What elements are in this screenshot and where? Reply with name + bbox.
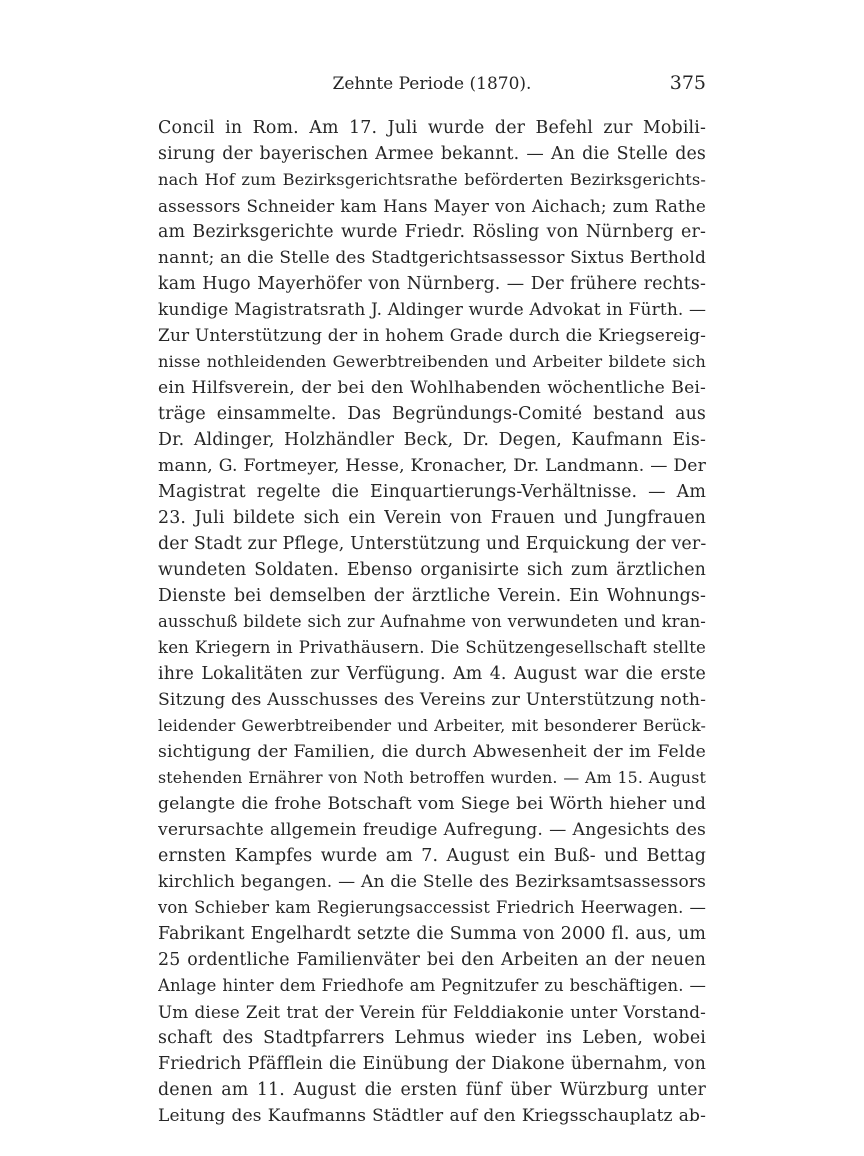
text-line: kirchlich begangen. — An die Stelle des Bezirksamtsassessors — [158, 872, 706, 892]
running-title: Zehnte Periode (1870). — [332, 74, 532, 94]
text-line: ausschuß bildete sich zur Aufnahme von verwundeten und kran- — [158, 612, 706, 631]
text-line: stehenden Ernährer von Noth betroffen wurden. — Am 15. August — [158, 768, 706, 787]
text-line: sirung der bayerischen Armee bekannt. — An die Stelle des — [158, 144, 706, 164]
text-line: Leitung des Kaufmanns Städtler auf den Kriegsschauplatz ab- — [158, 1106, 706, 1126]
text-line: nannt; an die Stelle des Stadtgerichtsassessor Sixtus Berthold — [158, 248, 706, 268]
text-line: Dienste bei demselben der ärztliche Verein. Ein Wohnungs- — [158, 586, 706, 606]
text-line: Zur Unterstützung der in hohem Grade durch die Kriegsereig- — [158, 326, 706, 346]
text-line: ein Hilfsverein, der bei den Wohlhabenden wöchentliche Bei- — [158, 378, 706, 398]
text-line: sichtigung der Familien, die durch Abwesenheit der im Felde — [158, 742, 706, 762]
text-line: am Bezirksgerichte wurde Friedr. Rösling von Nürnberg er- — [158, 222, 706, 242]
text-line: Dr. Aldinger, Holzhändler Beck, Dr. Degen, Kaufmann Eis- — [158, 430, 706, 450]
text-line: Fabrikant Engelhardt setzte die Summa von 2000 fl. aus, um — [158, 924, 706, 944]
text-line: ernsten Kampfes wurde am 7. August ein Buß- und Bettag — [158, 846, 706, 866]
text-line: ihre Lokalitäten zur Verfügung. Am 4. August war die erste — [158, 664, 706, 684]
text-line: kundige Magistratsrath J. Aldinger wurde Advokat in Fürth. — — [158, 300, 706, 320]
text-line: Friedrich Pfäfflein die Einübung der Diakone übernahm, von — [158, 1054, 706, 1074]
text-line: 23. Juli bildete sich ein Verein von Frauen und Jungfrauen — [158, 508, 706, 528]
text-line: kam Hugo Mayerhöfer von Nürnberg. — Der frühere rechts- — [158, 274, 706, 294]
text-line: Sitzung des Ausschusses des Vereins zur Unterstützung noth- — [158, 690, 706, 710]
text-line: Anlage hinter dem Friedhofe am Pegnitzufer zu beschäftigen. — — [158, 976, 706, 995]
text-line: Magistrat regelte die Einquartierungs-Verhältnisse. — Am — [158, 482, 706, 502]
text-line: Um diese Zeit trat der Verein für Felddiakonie unter Vorstand- — [158, 1002, 706, 1022]
text-line: nach Hof zum Bezirksgerichtsrathe beförderten Bezirksgerichts- — [158, 170, 706, 189]
running-head — [158, 70, 706, 100]
text-line: 25 ordentliche Familienväter bei den Arbeiten an der neuen — [158, 950, 706, 970]
page-number: 375 — [669, 72, 706, 94]
text-line: denen am 11. August die ersten fünf über Würzburg unter — [158, 1080, 706, 1100]
text-line: von Schieber kam Regierungsaccessist Friedrich Heerwagen. — — [158, 898, 706, 917]
text-line: der Stadt zur Pflege, Unterstützung und Erquickung der ver- — [158, 534, 706, 554]
text-line: ken Kriegern in Privathäusern. Die Schützengesellschaft stellte — [158, 638, 706, 657]
body-text — [158, 115, 706, 1129]
text-line: gelangte die frohe Botschaft vom Siege bei Wörth hieher und — [158, 794, 706, 814]
text-line: mann, G. Fortmeyer, Hesse, Kronacher, Dr. Landmann. — Der — [158, 456, 706, 476]
text-line: schaft des Stadtpfarrers Lehmus wieder ins Leben, wobei — [158, 1028, 706, 1048]
text-line: verursachte allgemein freudige Aufregung. — Angesichts des — [158, 820, 706, 840]
text-line: wundeten Soldaten. Ebenso organisirte sich zum ärztlichen — [158, 560, 706, 580]
text-line: leidender Gewerbtreibender und Arbeiter, mit besonderer Berück- — [158, 716, 706, 735]
text-line: träge einsammelte. Das Begründungs-Comité bestand aus — [158, 404, 706, 424]
text-line: Concil in Rom. Am 17. Juli wurde der Befehl zur Mobili- — [158, 118, 706, 138]
text-line: assessors Schneider kam Hans Mayer von Aichach; zum Rathe — [158, 196, 706, 216]
text-line: nisse nothleidenden Gewerbtreibenden und Arbeiter bildete sich — [158, 352, 706, 371]
